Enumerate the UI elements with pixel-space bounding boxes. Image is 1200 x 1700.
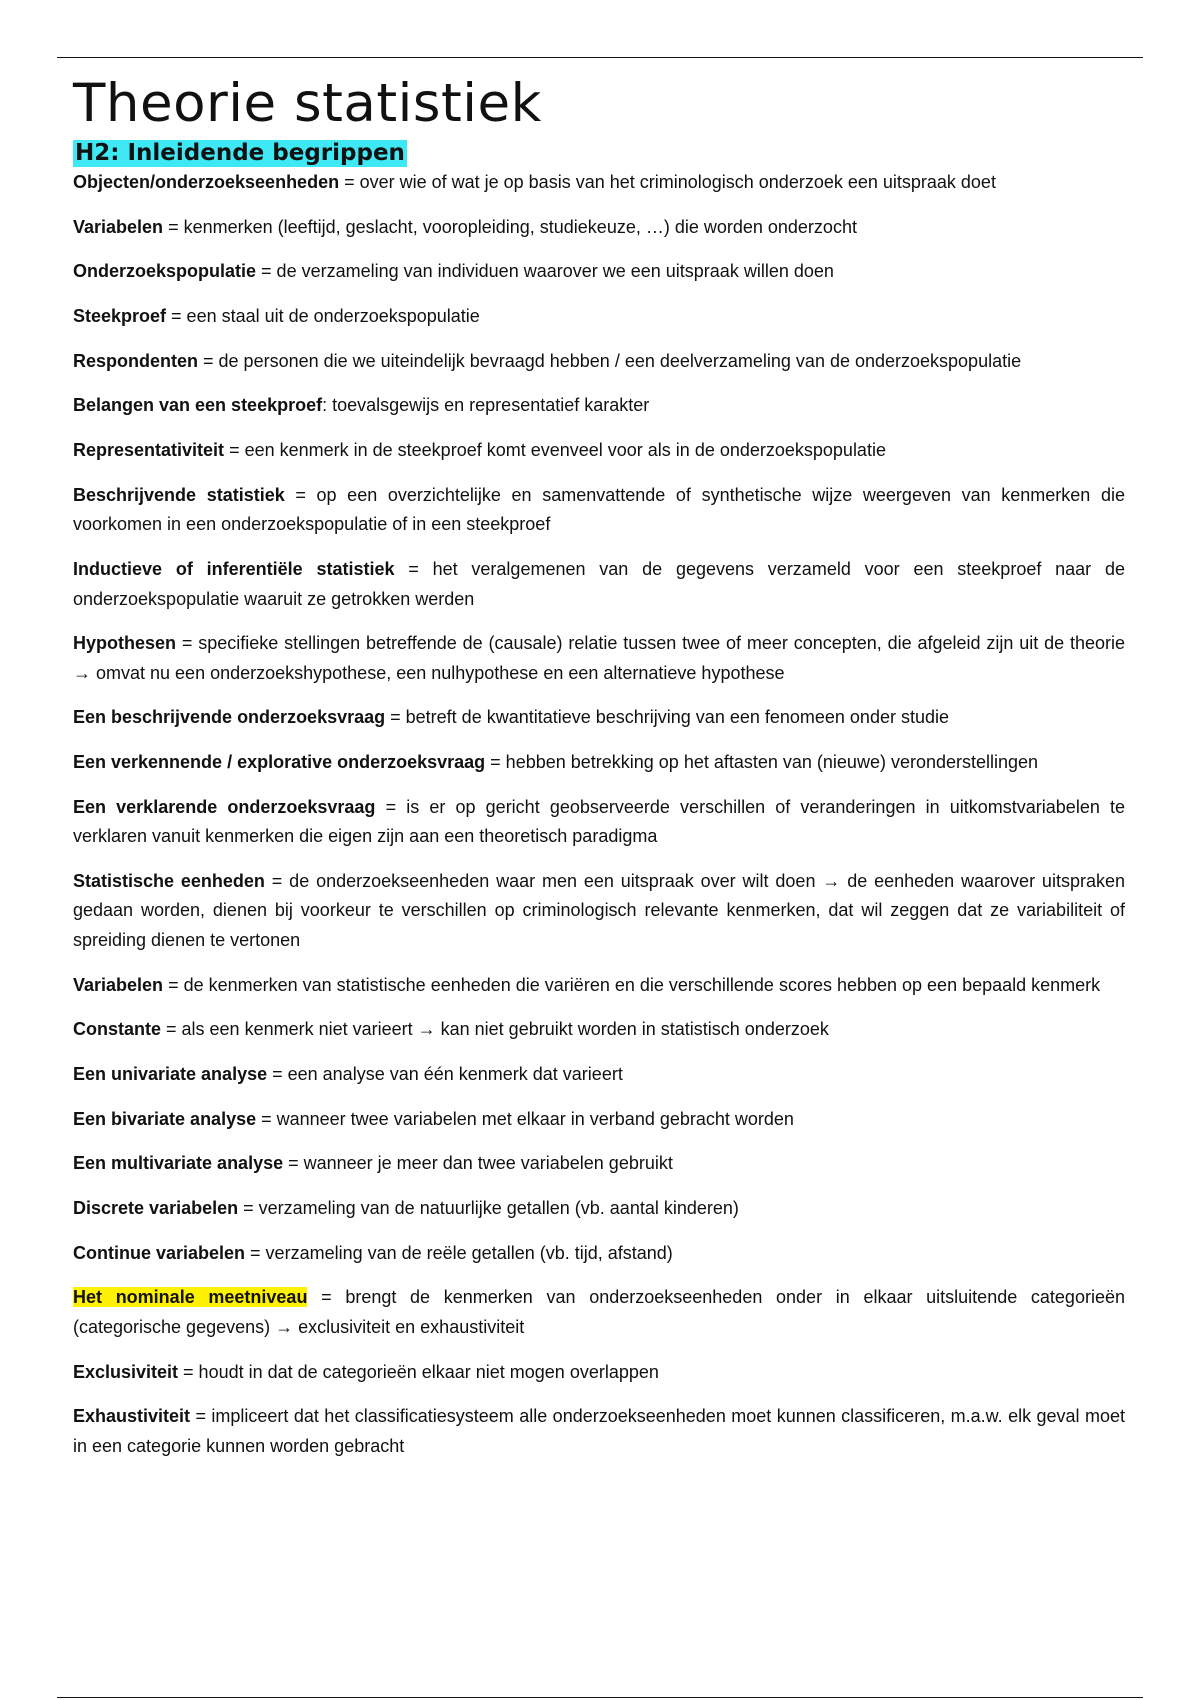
definition-paragraph	[73, 1194, 1125, 1224]
definition-paragraph	[73, 867, 1125, 956]
definition-term: Een verkennende / explorative onderzoeksvraag	[73, 752, 486, 773]
definition-term: Beschrijvende statistiek	[73, 484, 285, 505]
definition-text: = een analyse van één kenmerk dat varieert	[267, 1064, 623, 1084]
definition-paragraph	[73, 1402, 1125, 1461]
definition-term: Variabelen	[73, 974, 164, 995]
definition-text: = is er op gericht geobserveerde verschillen of veranderingen in uitkomstvariabelen te verklaren vanuit kenmerken die eigen zijn aan een theoretisch paradigma	[73, 796, 1125, 847]
definition-term: Hypothesen	[73, 633, 177, 654]
definition-text: = verzameling van de reële getallen (vb. tijd, afstand)	[245, 1242, 673, 1263]
definition-text: = het veralgemenen van de gegevens verzameld voor een steekproef naar de onderzoekspopulatie waaruit ze getrokken werden	[73, 559, 1125, 609]
document-body	[73, 70, 1125, 1477]
definition-text: = een kenmerk in de steekproef komt evenveel voor als in de onderzoekspopulatie	[224, 440, 886, 461]
definition-term: Continue variabelen	[73, 1242, 246, 1263]
definition-term: Constante	[73, 1019, 162, 1040]
definition-text: = de personen die we uiteindelijk bevraagd hebben / een deelverzameling van de onderzoekspopulatie	[198, 350, 1022, 371]
definition-paragraph	[73, 793, 1125, 852]
definition-term: Representativiteit	[73, 440, 225, 461]
definition-term: Onderzoekspopulatie	[73, 261, 257, 282]
definition-term: Exclusiviteit	[73, 1361, 179, 1382]
definition-paragraph	[73, 1060, 1125, 1090]
definition-paragraph	[73, 703, 1125, 733]
definition-text: : toevalsgewijs en representatief karakter	[322, 395, 650, 416]
section-heading: H2: Inleidende begrippen	[75, 140, 405, 166]
definition-text: = wanneer twee variabelen met elkaar in verband gebracht worden	[256, 1108, 794, 1129]
definition-text: = op een overzichtelijke en samenvattende of synthetische wijze weergeven van kenmerken die voorkomen in een onderzoekspopulatie of in een steekproef	[73, 484, 1125, 535]
definition-term: Belangen van een steekproef	[73, 395, 323, 416]
definition-term: Een verklarende onderzoeksvraag	[73, 796, 376, 817]
definition-text: = kenmerken (leeftijd, geslacht, vooropleiding, studiekeuze, …) die worden onderzocht	[163, 216, 857, 237]
definition-term: Discrete variabelen	[73, 1198, 239, 1219]
definition-paragraph	[73, 168, 1125, 198]
definition-paragraph	[73, 481, 1125, 540]
definition-text: = verzameling van de natuurlijke getallen (vb. aantal kinderen)	[238, 1198, 739, 1219]
definition-paragraph	[73, 1015, 1125, 1045]
definition-paragraph	[73, 1358, 1125, 1388]
definition-paragraph	[73, 213, 1125, 243]
definition-text: = over wie of wat je op basis van het criminologisch onderzoek een uitspraak doet	[339, 172, 996, 192]
definition-term: Objecten/onderzoekseenheden	[73, 172, 340, 192]
definition-paragraph	[73, 1105, 1125, 1135]
definition-term: Respondenten	[73, 350, 199, 371]
definition-text: = de onderzoekseenheden waar men een uitspraak over wilt doen → de eenheden waarover uitspraken gedaan worden, dienen bij voorkeur te verschillen op criminologisch relevante kenmerken, dat wil zeggen dat ze variabiliteit of spreiding dienen te vertonen	[73, 870, 1125, 950]
definition-text: = brengt de kenmerken van onderzoekseenheden onder in elkaar uitsluitende categorieën (categorische gegevens) → exclusiviteit en exhaustiviteit	[73, 1287, 1125, 1337]
definition-paragraph	[73, 302, 1125, 332]
document-title: Theorie statistiek	[73, 73, 542, 134]
definition-term: Een beschrijvende onderzoeksvraag	[73, 707, 386, 728]
definition-paragraph	[73, 436, 1125, 466]
definition-term: Inductieve of inferentiële statistiek	[73, 559, 395, 579]
definition-term: Een multivariate analyse	[73, 1153, 284, 1174]
definition-term: Een univariate analyse	[73, 1064, 268, 1084]
definition-term: Statistische eenheden	[73, 870, 265, 891]
definition-list	[73, 168, 1125, 1461]
definition-text: = houdt in dat de categorieën elkaar niet mogen overlappen	[178, 1361, 659, 1382]
definition-text: = een staal uit de onderzoekspopulatie	[166, 306, 480, 327]
definition-paragraph	[73, 555, 1125, 614]
definition-text: = impliceert dat het classificatiesysteem alle onderzoekseenheden moet kunnen classificeren, m.a.w. elk geval moet in een categorie kunnen worden gebracht	[73, 1406, 1125, 1456]
definition-text: = de kenmerken van statistische eenheden die variëren en die verschillende scores hebben op een bepaald kenmerk	[163, 974, 1101, 995]
definition-text: = hebben betrekking op het aftasten van (nieuwe) veronderstellingen	[485, 752, 1039, 773]
definition-paragraph	[73, 257, 1125, 287]
definition-text: = de verzameling van individuen waarover we een uitspraak willen doen	[256, 261, 834, 282]
definition-text: = wanneer je meer dan twee variabelen gebruikt	[283, 1153, 673, 1174]
definition-paragraph	[73, 748, 1125, 778]
definition-term: Variabelen	[73, 216, 164, 237]
definition-term: Steekproef	[73, 306, 167, 327]
definition-paragraph	[73, 1239, 1125, 1269]
top-rule	[57, 57, 1143, 58]
definition-paragraph	[73, 347, 1125, 377]
definition-paragraph	[73, 391, 1125, 421]
definition-text: = specifieke stellingen betreffende de (causale) relatie tussen twee of meer concepten, die afgeleid zijn uit de theorie → omvat nu een onderzoekshypothese, een nulhypothese en een alternatieve hypothese	[73, 633, 1125, 683]
definition-paragraph	[73, 1283, 1125, 1342]
definition-paragraph	[73, 971, 1125, 1001]
highlighted-term: Het nominale meetniveau	[73, 1287, 308, 1308]
definition-text: = betreft de kwantitatieve beschrijving van een fenomeen onder studie	[385, 707, 949, 728]
definition-term: Exhaustiviteit	[73, 1406, 191, 1427]
definition-paragraph	[73, 629, 1125, 688]
definition-paragraph	[73, 1149, 1125, 1179]
bottom-rule	[57, 1697, 1143, 1698]
definition-text: = als een kenmerk niet varieert → kan niet gebruikt worden in statistisch onderzoek	[161, 1019, 829, 1040]
definition-term: Een bivariate analyse	[73, 1108, 257, 1129]
